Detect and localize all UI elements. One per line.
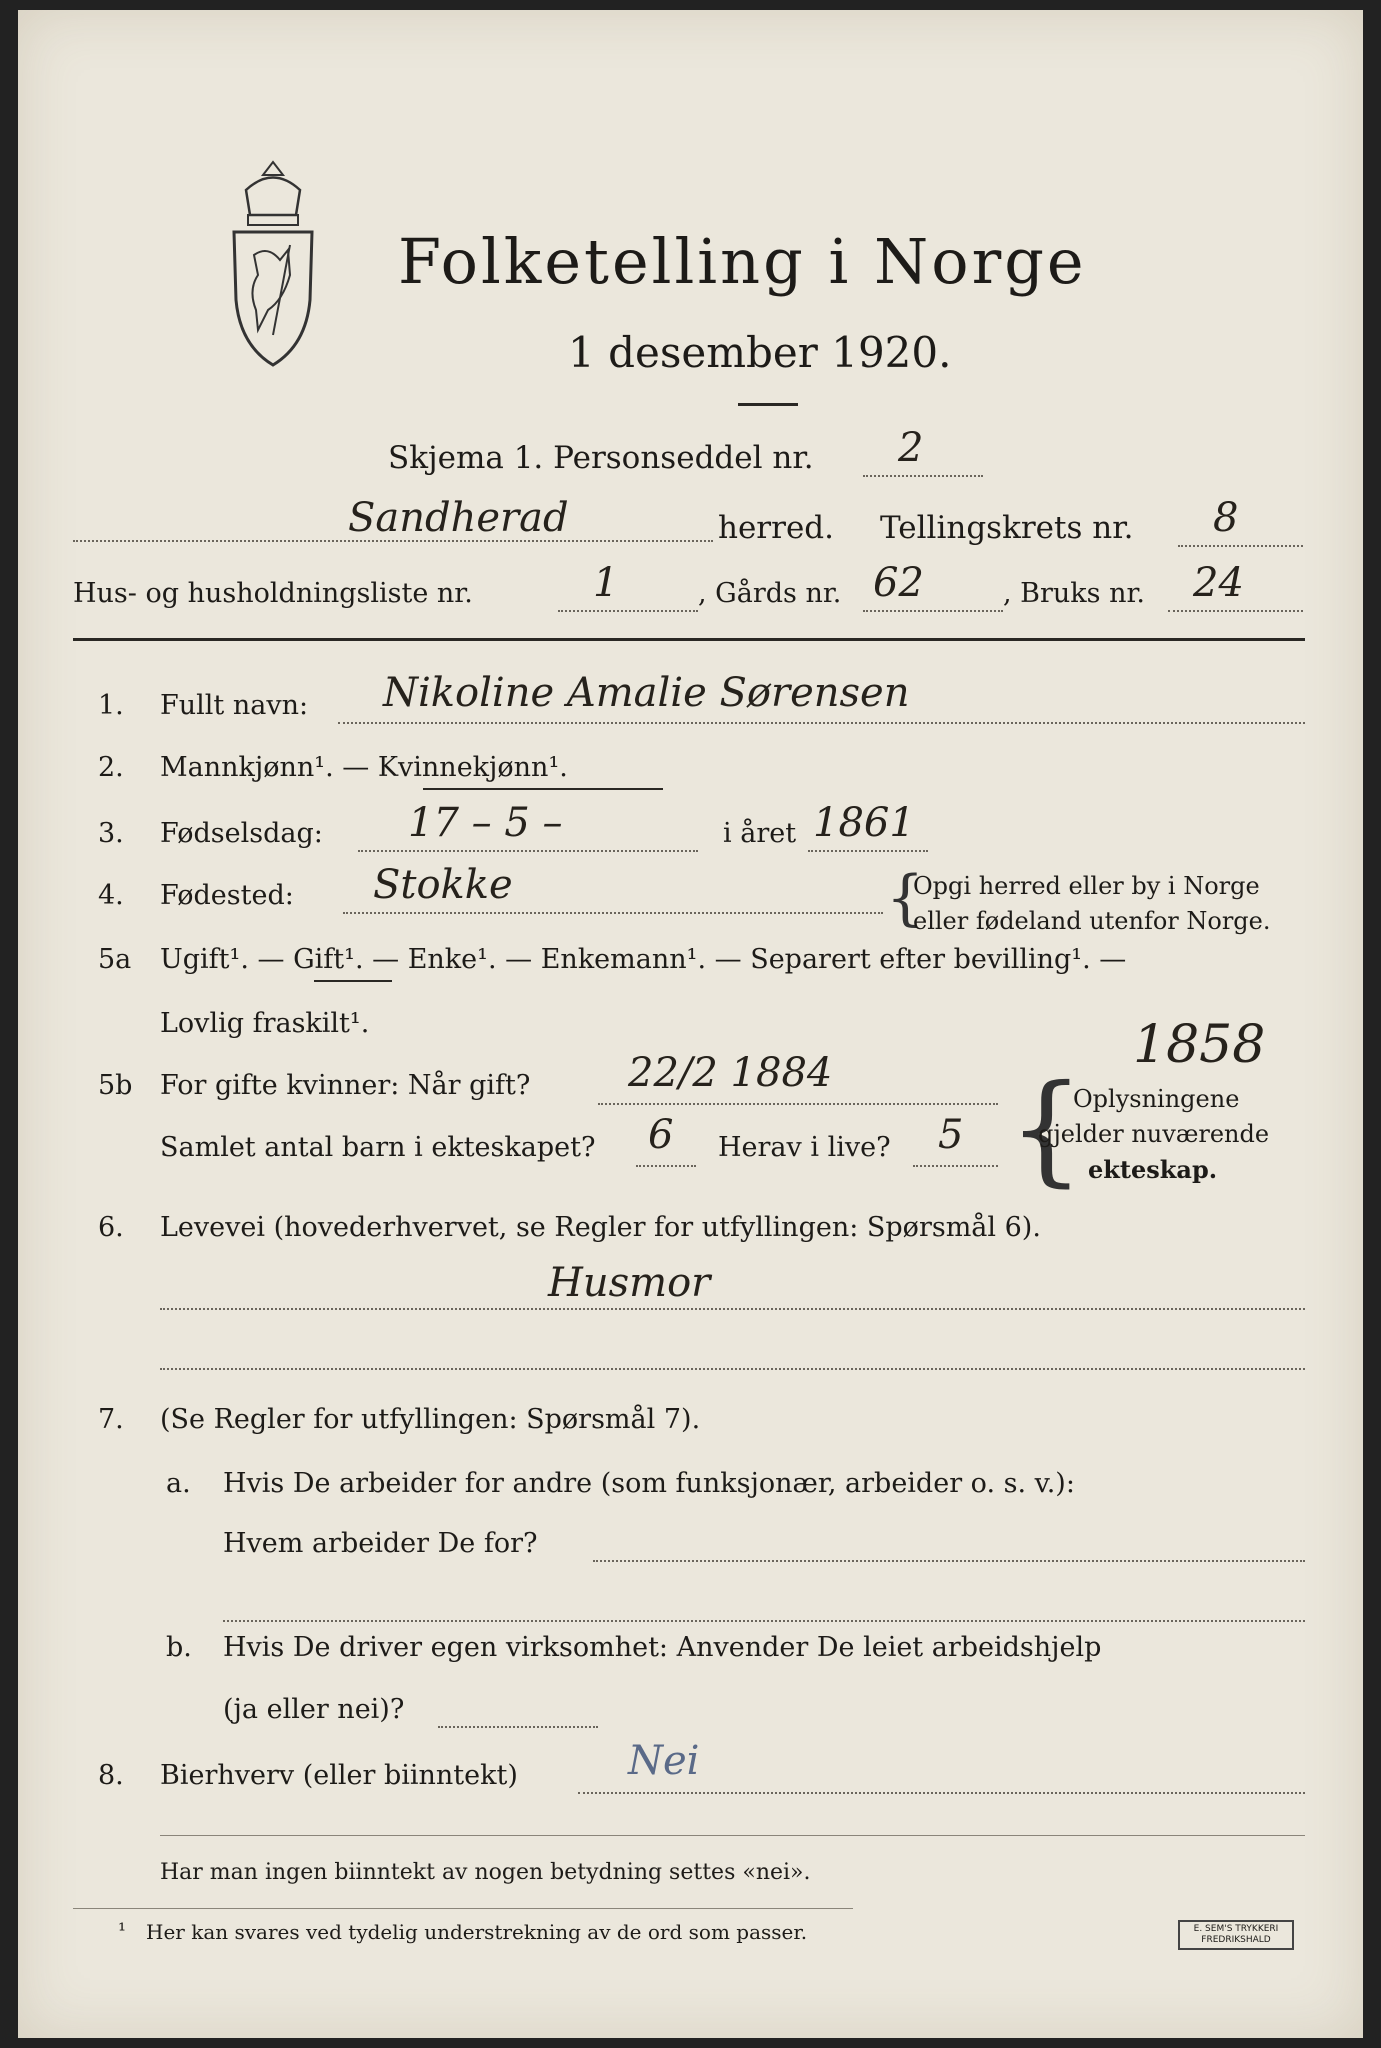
q5a-margin-note: 1858 <box>1133 1015 1266 1075</box>
q5b-note-line1: Oplysningene <box>1073 1085 1240 1113</box>
q1-full-name: Nikoline Amalie Sørensen <box>383 670 910 716</box>
q1-line <box>338 722 1305 724</box>
q8-line <box>578 1792 1305 1794</box>
gards-line <box>863 610 1003 612</box>
q7a-label2: Hvem arbeider De for? <box>223 1528 538 1559</box>
husholdningsliste-line <box>558 610 698 612</box>
gards-label: , Gårds nr. <box>698 578 842 609</box>
form-title: Folketelling i Norge <box>398 225 1087 298</box>
q5a-label: Ugift¹. — Gift¹. — Enke¹. — Enkemann¹. — Separert efter bevilling¹. — <box>160 944 1127 975</box>
skjema-label: Skjema 1. Personseddel nr. <box>388 440 814 476</box>
q8-bierhverv: Nei <box>628 1738 700 1784</box>
q8-label: Bierhverv (eller biinntekt) <box>160 1760 518 1791</box>
q6-line1 <box>160 1308 1305 1310</box>
q7-label: (Se Regler for utfyllingen: Spørsmål 7). <box>160 1404 701 1435</box>
q5b-marriage-date: 22/2 1884 <box>628 1050 833 1096</box>
herred-value: Sandherad <box>348 495 569 541</box>
q5b-live-label: Herav i live? <box>718 1132 891 1163</box>
herred-label: herred. <box>718 510 834 546</box>
q7b-line <box>438 1726 598 1728</box>
footnote-number: ¹ <box>118 1918 127 1942</box>
q4-line <box>343 912 883 914</box>
q5a-gift-underline <box>314 980 392 982</box>
q6-line2 <box>160 1368 1305 1370</box>
q5b-barn-value: 6 <box>648 1112 674 1158</box>
q2-label: Mannkjønn¹. — Kvinnekjønn¹. <box>160 752 568 783</box>
q5b-line <box>598 1103 998 1105</box>
gards-value: 62 <box>873 560 924 606</box>
q5b-number: 5b <box>98 1070 133 1101</box>
q7-number: 7. <box>98 1404 124 1435</box>
q4-number: 4. <box>98 880 124 911</box>
q4-label: Fødested: <box>160 880 294 911</box>
q7b-label2: (ja eller nei)? <box>223 1694 405 1725</box>
q6-label: Levevei (hovederhvervet, se Regler for utfyllingen: Spørsmål 6). <box>160 1212 1041 1243</box>
q5b-barn-label: Samlet antal barn i ekteskapet? <box>160 1132 596 1163</box>
bruks-label: , Bruks nr. <box>1003 578 1146 609</box>
footer-rule <box>160 1835 1305 1836</box>
q1-label: Fullt navn: <box>160 690 309 721</box>
q7b-number: b. <box>166 1632 192 1663</box>
q3-year-line <box>808 850 928 852</box>
tellingskrets-line <box>1178 545 1303 547</box>
q4-note-line2: eller fødeland utenfor Norge. <box>913 907 1271 935</box>
q4-note-line1: Opgi herred eller by i Norge <box>913 872 1260 900</box>
q3-label: Fødselsdag: <box>160 818 323 849</box>
personseddel-number: 2 <box>898 425 924 471</box>
q5b-live-value: 5 <box>938 1112 964 1158</box>
coat-of-arms-icon <box>228 160 318 370</box>
census-form <box>18 10 1363 2038</box>
q7a-line1 <box>593 1560 1305 1562</box>
husholdningsliste-value: 1 <box>593 560 619 606</box>
q5a-label2: Lovlig fraskilt¹. <box>160 1008 370 1039</box>
bruks-value: 24 <box>1193 560 1244 606</box>
q3-year-label: i året <box>723 818 797 849</box>
footer-note: Har man ingen biinntekt av nogen betydning settes «nei». <box>160 1860 811 1885</box>
q3-line <box>358 850 698 852</box>
skjema-line <box>863 475 983 477</box>
q5b-label: For gifte kvinner: Når gift? <box>160 1070 531 1101</box>
q8-number: 8. <box>98 1760 124 1791</box>
q3-number: 3. <box>98 818 124 849</box>
header-rule <box>73 638 1305 641</box>
census-date: 1 desember 1920. <box>568 328 952 377</box>
q6-occupation: Husmor <box>548 1260 711 1306</box>
q4-brace: { <box>886 863 925 933</box>
footnote-rule <box>73 1908 853 1909</box>
q2-kvinnekjonn-underline <box>423 788 663 790</box>
husholdningsliste-label: Hus- og husholdningsliste nr. <box>73 578 473 609</box>
q2-number: 2. <box>98 752 124 783</box>
q7a-number: a. <box>166 1468 191 1499</box>
q7a-label: Hvis De arbeider for andre (som funksjonær, arbeider o. s. v.): <box>223 1468 1075 1499</box>
q5a-number: 5a <box>98 944 132 975</box>
q7b-label: Hvis De driver egen virksomhet: Anvender De leiet arbeidshjelp <box>223 1632 1102 1663</box>
title-divider <box>738 403 798 406</box>
q5b-note-line2: gjelder nuværende <box>1038 1120 1270 1148</box>
q3-birth-year: 1861 <box>813 800 915 846</box>
tellingskrets-value: 8 <box>1213 495 1239 541</box>
q5b-barn-line <box>636 1165 696 1167</box>
q3-birthday: 17 – 5 – <box>408 800 563 846</box>
tellingskrets-label: Tellingskrets nr. <box>880 510 1134 546</box>
q5b-note-line3: ekteskap. <box>1088 1155 1218 1184</box>
q5b-brace: { <box>1008 1060 1085 1199</box>
printer-stamp: E. SEM'S TRYKKERI FREDRIKSHALD <box>1178 1920 1294 1950</box>
q4-birthplace: Stokke <box>373 862 513 908</box>
footnote-text: Her kan svares ved tydelig understrekning av de ord som passer. <box>146 1920 808 1944</box>
q5b-live-line <box>913 1165 998 1167</box>
q6-number: 6. <box>98 1212 124 1243</box>
q1-number: 1. <box>98 690 124 721</box>
bruks-line <box>1168 610 1303 612</box>
q7a-line2 <box>223 1620 1305 1622</box>
